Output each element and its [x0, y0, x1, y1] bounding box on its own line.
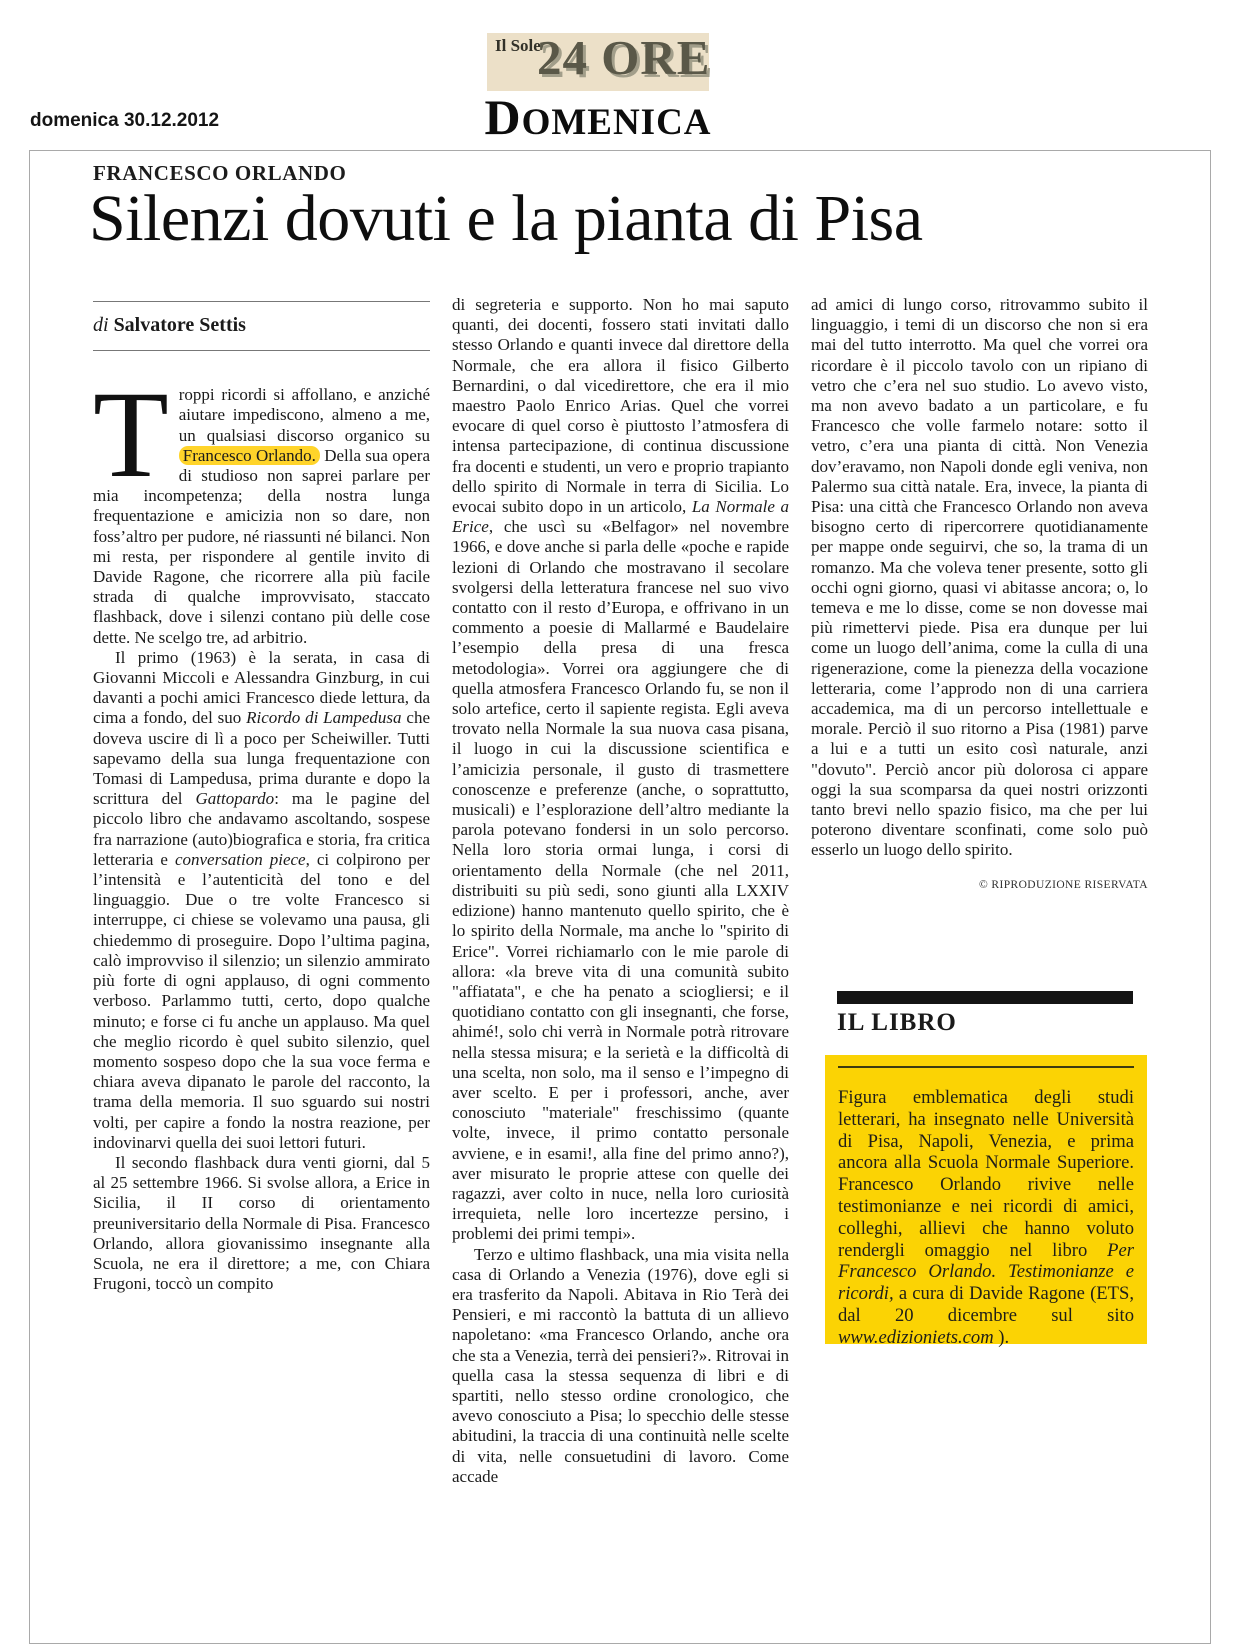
- highlighted-text: Francesco Orlando.: [179, 446, 320, 465]
- article-paragraph: ad amici di lungo corso, ritrovammo subito il linguaggio, i temi di un discorso che non si era mai del tutto interrotto. Ma quel che vorrei ora ricordare è il piccolo tavolo con un ripiano di vetro che c’era nel suo studio. Lo avevo visto, ma non avevo badato a un particolare, e fu Francesco che volle farmelo notare: sotto il vetro, c’era una pianta di città. Non Venezia dov’eravamo, non Napoli donde egli veniva, non Palermo sua città natale. Era, invece, la pianta di Pisa: una città che Francesco Orlando non aveva bisogno certo di ripercorrere quotidianamente per mappe onde seguirvi, che so, la trama di un romanzo. Ma che voleva tener presente, sotto gli occhi ogni giorno, quasi vi abitasse ancora; o, lo temeva e me lo disse, come se non dovesse mai più rimettervi piede. Pisa era dunque per lui come un luogo dell’anima, come la culla di una rigenerazione, come la pienezza della vocazione letteraria, come l’approdo non di una carriera accademica, ma di un percorso intellettuale e morale. Perciò il suo ritorno a Pisa (1981) parve a lui e a tutti un esito così naturale, anzi "dovuto". Perciò ancor più dolorosa ci appare oggi la sua scomparsa da quei nostri orizzonti tanto brevi nello spazio fisico, ma che per lui poterono diventare sconfinati, come solo può esserlo un luogo dello spirito.: [811, 295, 1148, 860]
- byline: [93, 301, 430, 351]
- section-divider-bar: [837, 991, 1133, 1004]
- article-paragraph: Il primo (1963) è la serata, in casa di Giovanni Miccoli e Alessandra Ginzburg, in cui davanti a pochi amici Francesco diede lettura, da cima a fondo, del suo Ricordo di Lampedusa che doveva uscire di lì a poco per Scheiwiller. Tutti sapevamo della sua lunga frequentazione con Tomasi di Lampedusa, prima durante e dopo la scrittura del Gattopardo: ma le pagine del piccolo libro che andavamo ascoltando, sospese fra narrazione (auto)biografica e storia, fra critica letteraria e conversation piece, ci colpirono per l’intensità e l’autenticità del tono e del linguaggio. Due o tre volte Francesco si interruppe, ci chiese se volevamo una pausa, gli chiedemmo di proseguire. Dopo l’ultima pagina, calò improvviso il silenzio; un silenzio ammirato più forte di ogni applauso, di ogni commento verboso. Parlammo tutti, certo, dopo qualche minuto; e forse ci fu anche un applauso. Ma quel che meglio ricordo è quel subito silenzio, quel momento sospeso dopo che la sua voce ferma e chiara aveva dipanato le parole del racconto, la trama della memoria. Il suo sguardo sui nostri volti, per capire a fondo la nostra reazione, per indovinarvi quella dei suoi lettori futuri.: [93, 647, 431, 1152]
- il-sole-24-ore-logo: [487, 30, 711, 91]
- article-headline: Silenzi dovuti e la pianta di Pisa: [89, 182, 923, 255]
- column-1-text: [93, 366, 431, 1294]
- column-1: [93, 301, 430, 1294]
- article-paragraph: di segreteria e supporto. Non ho mai saputo quanti, dei docenti, fossero stati invitati dallo stesso Orlando e quanti invece dal direttore della Normale, che era allora il fisico Gilberto Bernardini, o dal vicedirettore, che era il mio maestro Paolo Enrico Arias. Quel che vorrei evocare di quel corso è piuttosto l’atmosfera di intensa partecipazione, di continua discussione fra docenti e studenti, un vero e proprio trapianto dello spirito di Normale in terra di Sicilia. Lo evocai subito dopo in un articolo, La Normale a Erice, che uscì su «Belfagor» nel novembre 1966, e dove anche si parla delle «poche e rapide lezioni di Orlando che mostravano il secolare svolgersi della letteratura francese nel suo vivo contatto con il resto d’Europa, e offrivano in un commento a poesie di Mallarmé e Baudelaire l’esempio della presa di una fresca metodologia». Vorrei ora aggiungere che di quella atmosfera Francesco Orlando fu, se non il solo artefice, certo il sapiente regista. Egli aveva trovato nella Normale la sua nuova casa pisana, il luogo in cui la discussione scientifica e l’amicizia personale, il gusto di trasmettere conoscenze e preferenze (anche, o soprattutto, musicali) e l’esplorazione dell’altro mediante la parola potevano fondersi in un solo percorso. Nella loro storia ormai lunga, i corsi di orientamento della Normale (che nel 2011, distribuiti su più sedi, sono giunti alla LXXIV edizione) hanno mantenuto quello spirito, che è lo spirito della Normale, ma anche lo "spirito di Erice". Vorrei richiamarlo con le mie parole di allora: «la breve vita di una comunità subito "affiatata", e che ha penato a sciogliersi; e il quotidiano contatto con gli insegnanti, che forse, ahimé!, solo chi verrà in Normale potrà ritrovare nella stessa misura; e la serietà e la difficoltà di una scelta, non solo, ma il senso e l’impegno di aver scelto. E per i professori, anche, aver conosciuto "materiale" freschissimo (quante volte, invece, il primo contatto personale avviene, e in esami!, alla fine del primo anno?), aver misurato le proprie attese con quelle dei ragazzi, aver colto in nuce, nella loro curiosità irrequieta, nelle loro incertezze persino, i problemi dei primi tempi».: [452, 295, 789, 1244]
- article-paragraph: Terzo e ultimo flashback, una mia visita nella casa di Orlando a Venezia (1976), dove egli si era trasferito da Napoli. Abitava in Rio Terà dei Pensieri, e mi raccontò la battuta di un allievo napoletano: «ma Francesco Orlando, anche ora che sta a Venezia, terrà dei pensieri?». Ritrovai in quella casa la stessa sequenza di libri e di spartiti, nello stesso ordine cronologico, che avevo conosciuto a Pisa; lo specchio delle stesse abitudini, la traccia di una continuità nelle scelte di vita, nelle consuetudini di lavoro. Come accade: [452, 1244, 789, 1486]
- column-2: [452, 295, 789, 1487]
- drop-cap: T: [93, 366, 169, 504]
- column-3: [811, 295, 1148, 895]
- byline-name: Salvatore Settis: [113, 314, 246, 336]
- edition-title: DOMENICA: [484, 89, 712, 145]
- column-3-text: [811, 295, 1148, 861]
- book-info-box: [825, 1055, 1147, 1348]
- article-frame: [29, 150, 1211, 1644]
- article-paragraph: Troppi ricordi si affollano, e anziché aiutare impediscono, almeno a me, un qualsiasi discorso organico su Francesco Orlando. Della sua opera di studioso non saprei parlare per mia incompetenza; della nostra lunga frequentazione e amicizia non so dare, non foss’altro per pudore, né riassunti né bilanci. Non mi resta, per rispondere al gentile invito di Davide Ragone, che ricorrere alla più facile strada di qualche improvvisato, staccato flashback, dove i silenzi contano più delle cose dette. Ne scelgo tre, ad arbitrio.: [93, 366, 430, 647]
- section-title: IL LIBRO: [837, 1009, 957, 1036]
- logo-main-text: 24 ORE: [537, 30, 711, 85]
- logo-prefix-text: Il Sole: [495, 36, 541, 55]
- copyright-notice: © RIPRODUZIONE RISERVATA: [979, 878, 1148, 891]
- book-description: Figura emblematica degli studi letterari, ha insegnato nelle Università di Pisa, Napoli, Venezia, e prima ancora alla Scuola Normale Superiore. Francesco Orlando rivive nelle testimonianze e nei ricordi di amici, colleghi, allievi che hanno voluto rendergli omaggio nel libro Per Francesco Orlando. Testimonianze e ricordi, a cura di Davide Ragone (ETS, dal 20 dicembre sul sito www.edizioniets.com ).: [838, 1087, 1134, 1348]
- page-date: domenica 30.12.2012: [30, 110, 220, 131]
- article-kicker: FRANCESCO ORLANDO: [93, 161, 347, 185]
- article-paragraph: Il secondo flashback dura venti giorni, dal 5 al 25 settembre 1966. Si svolse allora, a Erice in Sicilia, il II corso di orientamento preuniversitario della Normale di Pisa. Francesco Orlando, allora giovanissimo insegnante alla Scuola, ne era il direttore; a me, con Chiara Frugoni, toccò un compito: [93, 1152, 430, 1294]
- byline-prefix: di: [93, 314, 109, 336]
